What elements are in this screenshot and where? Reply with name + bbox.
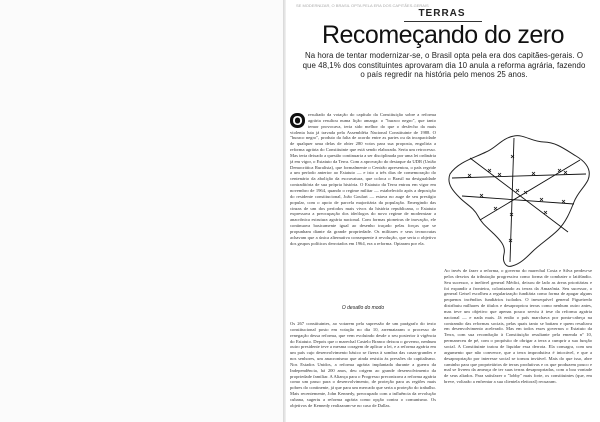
column-1b-text: Os 267 constituintes, ao votarem pela supressão de um parágrafo do texto constitucional posto em votação no dia 10, arremataram o processo de renegação dessa reforma, que vem evoluindo desde o seu posterior à vigência do Estatuto. Depois que o marechal Castelo Branco deixou o governo, nenhum outro presidente teve a mesma coragem de aplicar a lei, e a reforma agrária em um país cujo desenvolvimento básico se fizera à sombra das casas-grandes e nos senhores, um anacronismo que ainda resistia às pressões do capitalismo. Nos Estados Unidos, a reforma agrária implantada durante a guerra da Independência, há 200 anos, deu origem ao grande desenvolvimento da propriedade familiar. A Aliança para o Progresso preconizava a reforma agrária como um passo para o desenvolvimento, de proteção para as regiões mais pobres do continente, já que para um mercado que seria a proteção do trabalho. Mais recentemente, John Kennedy, preocupado com a influência da revolução cubana, sugeriu a reforma agrária como opção contra o comunismo. Os objetivos de Kennedy realizaram-se no caso de Dallas. (290, 321, 436, 408)
drop-cap: O (290, 113, 305, 128)
column-2-text: Ao invés de fazer a reforma, o governo do marechal Costa e Silva perdeu-se pelos desvios da tributação progressiva como forma de combater o latifúndio. Seu sucessor, o inefável general Médici, deixou de lado as áreas prioritárias e foi expandir a fronteira, colonizando as terras da Amazônia. Seu sucessor, o general Geisel escolheu a regularização fundiária como forma de apagar alguns pequenos incêndios fundiários isolados. O inexequível general Figueiredo distribuiu milhares de títulos e desapropriou terras como nenhum outro antes, mas teve um objetivo que apenas pouco serviu à tese da reforma agrária nacional — e nada mais. Já então o país marchava por ponta-cabeça na contramão das reformas sociais, pelas quais tanto se batiam e quem resultava em desenvolvimento acelerado. Mas em todos esses governos o Estatuto da Terra, com sua recondução à Constituição resultante pela emenda nº 10, permaneceu de pé, com o propósito de obrigar a terra a cumprir a sua função social. A Constituinte tratou de liquidar essa derrota. Ela consagra, com um argumento que não convence, que a terra improdutiva é intocável, e que a desapropriação por interesse social se tornou inviável. Mais do que isso, abre caminho para que proprietários de terras produtivas e os que produzem pouco e mal se livrem da ameaça de ter suas terras desapropriadas, com a boa vontade de seus aliados. Para satisfazer o "lobby" mais forte, os constituintes (que, em breve, voltarão a enfrentar a sua clientela eleitoral) recuaram. (444, 268, 592, 385)
blank-left-page (0, 0, 283, 422)
column-1 (290, 112, 436, 304)
running-head: SE MODERNIZAR, O BRASIL OPTA PELA ERA DOS CAPITÃES-GERAIS (296, 3, 429, 8)
map-outline (449, 136, 589, 267)
barbed-wire-4 (480, 160, 580, 220)
section-label: TERRAS (418, 8, 466, 19)
brazil-barbed-wire-map (440, 112, 596, 272)
deck: Na hora de tentar modernizar-se, o Brasil opta pela era dos capitães-gerais. O que 48,1% dos constituintes aprovaram dia 10 anula a reforma agrária, fazendo o país regredir na história pelo menos 25 anos. (302, 51, 586, 80)
column-1b (290, 321, 436, 420)
column-1-text: resultado da votação do capítulo da Constituição sobre a reforma agrária resultou numa lição amarga: o "buraco negro", que tanto temor provocava, teria sido melhor do que o desfecho da mais violenta luta já travada pela Assembléia Nacional Constituinte de 1988. O "buraco negro", produto da falta de acordo entre as partes ou da incapacidade de qualquer uma delas de obter 280 votos para sua proposta, engoliria a reforma agrária do Constituinte que está sendo elaborada. Seria um retrocesso. Mas teria deixado a questão continuaria a ser disciplinada por uma lei ordinária já em vigor, o Estatuto da Terra. Com a aprovação do destaque da UDR (União Democrática Ruralista), que formalmente o Centrão apresentou, o país regride a um período anterior ao Estatuto — e isto a três dias de comemoração do centenário da abolição da escravatura, que coloca o Brasil na desigualdade contraditória de sua própria história. O Estatuto da Terra entrou em vigor em novembro de 1964, quando o regime militar — estabelecido após a deposição do residente constitucional, João Goulart — estava no auge de seu prestígio popular, com o apoio de parcela majoritária da população. Emergindo das cinzas de um dos períodos mais vivos da história republicana, o Estatuto expressava a preocupação dos ideólogos do novo regime de modernizar a anacrônica estrutura agrária nacional. Com formas pioneiras de inovação, ele continuava basicamente igual ao desenho traçado pelas forças que se propunham diante da grande propriedade. Os militares e seus tecnocratas achavam que a única alternativa consequente à revolução, que seria o objetivo dos grupos políticos derrotados em 1964, era a reforma. Optaram por ela. (290, 112, 436, 246)
barbed-wire-1 (452, 174, 586, 178)
column-2 (444, 268, 592, 420)
barbed-wire-2 (470, 158, 568, 232)
article-page (286, 0, 600, 422)
page-edge (596, 0, 600, 422)
headline: Recomeçando do zero (321, 21, 565, 49)
subhead: O desafio do modo (341, 305, 385, 311)
